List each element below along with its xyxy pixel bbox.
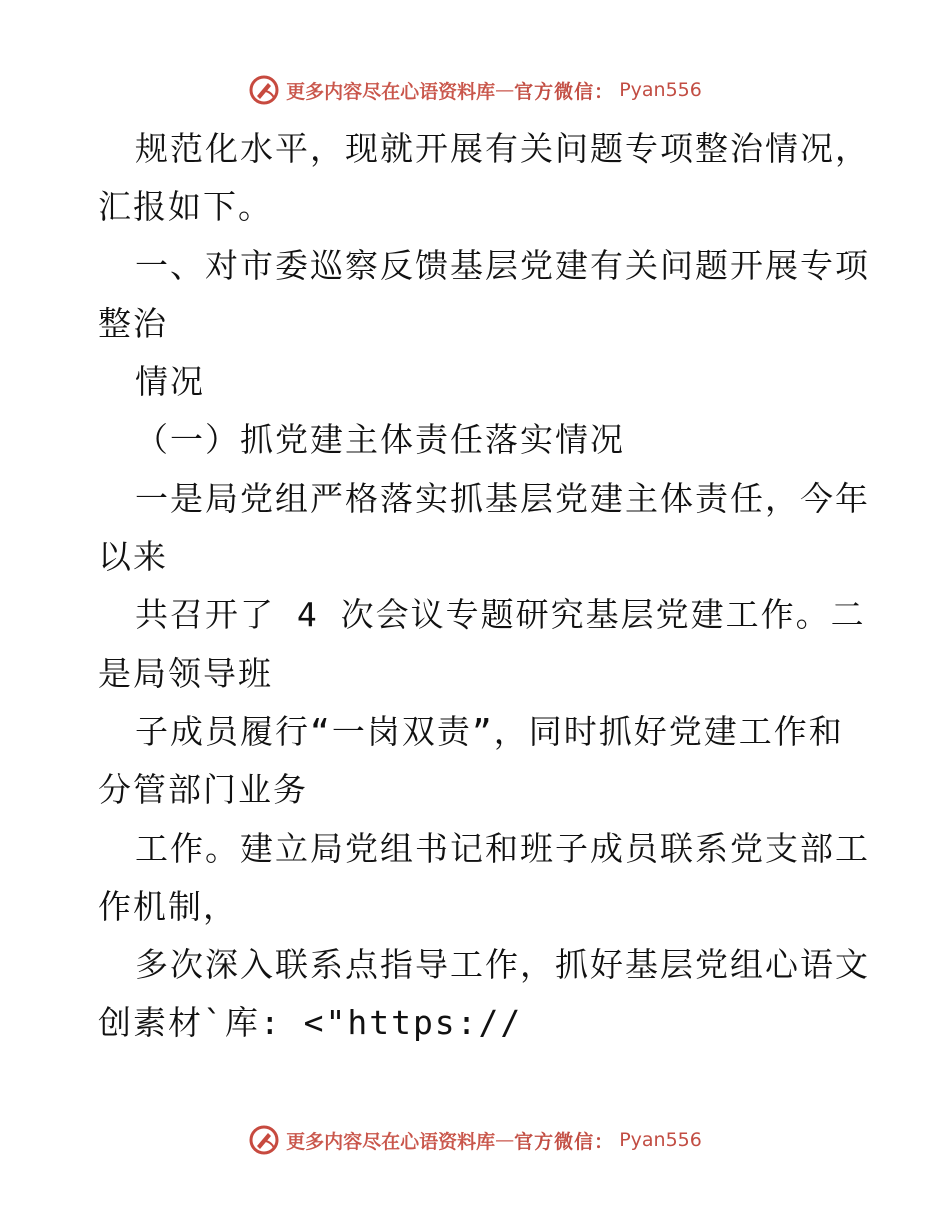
section-heading-continued: 整治 — [98, 303, 168, 343]
brand-logo-icon — [248, 74, 280, 106]
watermark-wechat-id: Pyan556 — [619, 1129, 702, 1151]
text-line: 是局领导班 — [98, 653, 273, 693]
section-heading: 一、对市委巡察反馈基层党建有关问题开展专项 — [135, 245, 870, 285]
text-line: 一是局党组严格落实抓基层党建主体责任，今年 — [135, 478, 870, 518]
watermark-colon: ： — [594, 80, 614, 103]
watermark-colon: ： — [594, 1130, 614, 1153]
document-body — [98, 120, 870, 1053]
brand-logo-icon — [248, 1124, 280, 1156]
text-line: 分管部门业务 — [98, 770, 308, 810]
text-line: 情况 — [135, 362, 205, 402]
watermark-dash: — — [495, 1129, 515, 1151]
watermark-wechat-label: 官方微信 — [514, 1130, 595, 1153]
text-line: 以来 — [98, 537, 168, 577]
text-line: 子成员履行“一岗双责”，同时抓好党建工作和 — [135, 711, 844, 751]
watermark-wechat-label: 官方微信 — [514, 80, 595, 103]
text-line: 共召开了 4 次会议专题研究基层党建工作。二 — [135, 595, 866, 635]
text-line: 工作。建立局党组书记和班子成员联系党支部工 — [135, 828, 870, 868]
watermark-wechat-id: Pyan556 — [619, 79, 702, 101]
watermark-dash: — — [495, 79, 515, 101]
subsection-heading: （一）抓党建主体责任落实情况 — [135, 420, 625, 460]
text-line: 规范化水平，现就开展有关问题专项整治情况， — [135, 129, 870, 168]
text-line: 汇报如下。 — [98, 187, 273, 227]
text-line: 多次深入联系点指导工作，抓好基层党组心语文 — [135, 945, 870, 985]
watermark-brand-text: 更多内容尽在心语资料库 — [286, 1130, 496, 1153]
text-line: 作机制， — [98, 886, 238, 926]
watermark-footer — [0, 1120, 950, 1160]
watermark-brand-text: 更多内容尽在心语资料库 — [286, 80, 496, 103]
text-line: 创素材`库: <"https:// — [98, 1003, 523, 1043]
watermark-header — [0, 70, 950, 110]
